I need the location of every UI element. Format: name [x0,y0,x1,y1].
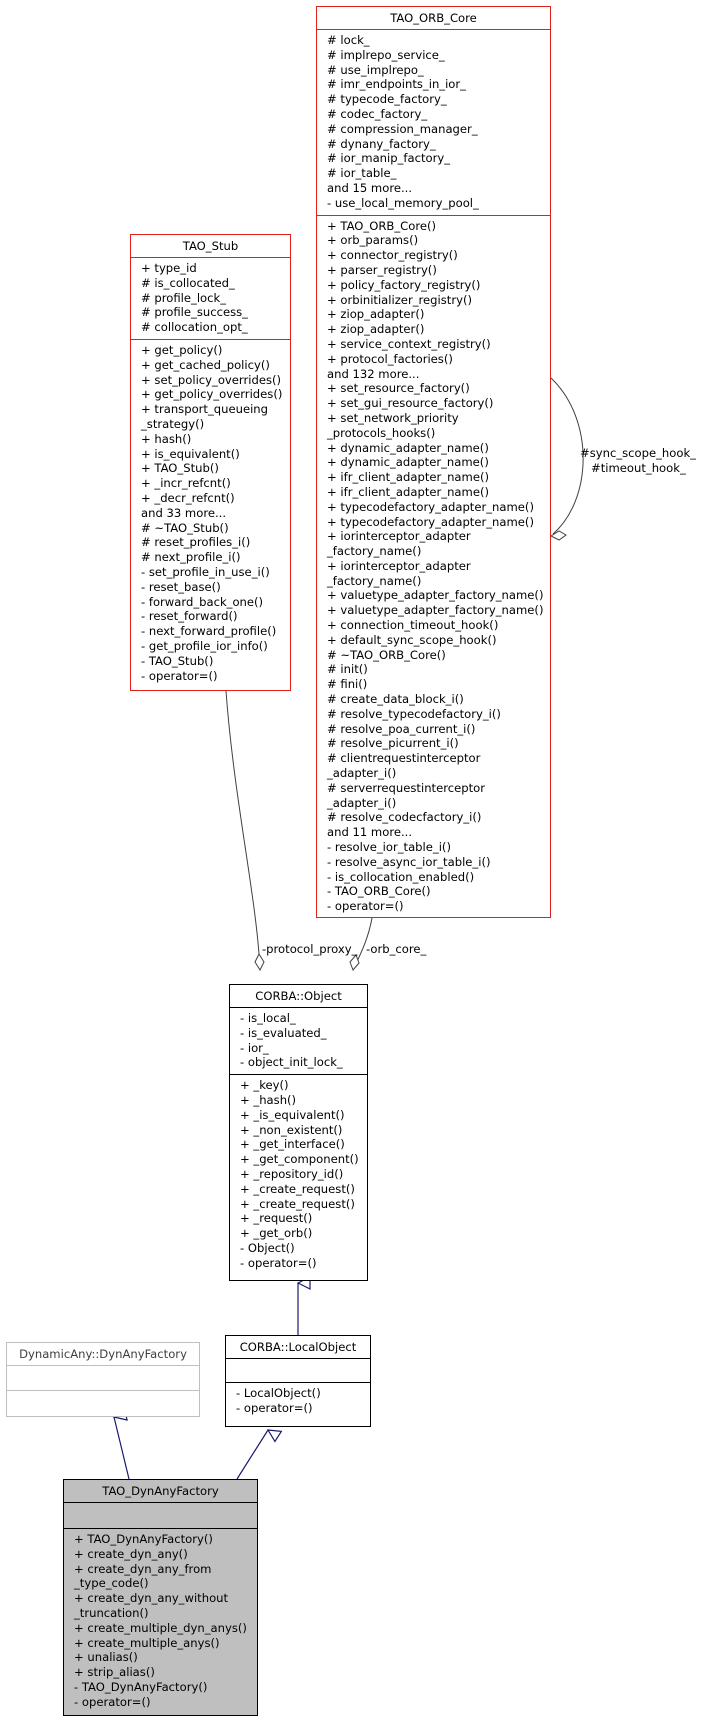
operation-row: + parser_registry() [327,262,437,277]
protocol-proxy-diamond [255,954,264,970]
operation-row: + set_resource_factory() [327,381,470,396]
attributes-section [64,1502,257,1528]
class-name: CORBA::Object [255,989,342,1003]
operation-row: # next_profile_i() [141,550,241,565]
operations-section [317,215,550,918]
operation-row: # resolve_poa_current_i() [327,721,476,736]
operation-row: + typecodefactory_adapter_name() [327,499,534,514]
class-name: DynamicAny::DynAnyFactory [19,1347,187,1361]
operation-row: + create_multiple_dyn_anys() [74,1620,247,1635]
operation-row: + transport_queueing [141,402,269,417]
attribute-row: # profile_success_ [141,305,248,320]
attribute-row: - is_evaluated_ [240,1025,327,1040]
class-tao-orb-core[interactable] [316,6,551,918]
attribute-row: # codec_factory_ [327,106,428,121]
operation-row: + ziop_adapter() [327,322,425,337]
class-tao-stub[interactable] [130,234,291,691]
operations-section [131,339,290,687]
operation-row: _type_code() [74,1576,149,1591]
operation-row: # fini() [327,677,368,692]
operation-row: # resolve_codecfactory_i() [327,810,482,825]
operation-row: + _get_interface() [240,1137,345,1152]
operation-row: + is_equivalent() [141,446,240,461]
attributes-section [226,1358,370,1382]
operation-row: + valuetype_adapter_factory_name() [327,588,544,603]
operation-row: - operator=() [240,1255,317,1270]
orb-core-diamond [350,955,359,970]
operation-row: + create_dyn_any_from [74,1561,212,1576]
attribute-row: # lock_ [327,33,370,47]
operation-row: + unalias() [74,1650,138,1665]
operation-row: + _non_existent() [240,1122,343,1137]
operation-row: - reset_forward() [141,609,238,624]
operation-row: - resolve_ior_table_i() [327,840,451,855]
operation-row: and 11 more... [327,825,413,840]
operation-row: - operator=() [236,1400,313,1415]
operation-row: + valuetype_adapter_factory_name() [327,603,544,618]
operation-row: + dynamic_adapter_name() [327,440,489,455]
operation-row: + iorinterceptor_adapter [327,529,471,544]
operation-row: + orb_params() [327,233,419,248]
operation-row: - set_profile_in_use_i() [141,564,270,579]
operation-row: - TAO_DynAnyFactory() [74,1679,208,1694]
operation-row: # resolve_picurrent_i() [327,736,459,751]
operation-row: + strip_alias() [74,1665,155,1680]
operation-row: + set_policy_overrides() [141,372,282,387]
operation-row: + create_dyn_any_without [74,1591,229,1606]
operation-row: # clientrequestinterceptor [327,751,481,766]
class-tao-dynanyfactory[interactable] [63,1479,258,1716]
operation-row: + _decr_refcnt() [141,490,235,505]
operations-section [7,1390,199,1416]
operation-row: and 132 more... [327,366,420,381]
attribute-row: # ior_table_ [327,166,397,181]
operation-row: - LocalObject() [236,1386,321,1400]
operation-row: + get_policy_overrides() [141,387,283,402]
operation-row: + _key() [240,1078,289,1093]
operation-row: - TAO_ORB_Core() [327,884,431,899]
operation-row: - operator=() [327,899,404,914]
operation-row: - get_profile_ior_info() [141,638,268,653]
attribute-row: # imr_endpoints_in_ior_ [327,77,466,92]
operation-row: + create_multiple_anys() [74,1635,220,1650]
operation-row: - resolve_async_ior_table_i() [327,854,491,869]
operation-row: # ~TAO_ORB_Core() [327,647,446,662]
attribute-row: # implrepo_service_ [327,47,445,62]
class-name: TAO_ORB_Core [390,11,477,25]
operation-row: + _request() [240,1211,313,1226]
class-dynamicany-dynanyfactory[interactable] [6,1342,200,1417]
operation-row: + _incr_refcnt() [141,476,231,491]
self-hook-diamond [551,531,566,540]
operation-row: + set_network_priority [327,410,459,425]
operation-row: + TAO_Stub() [141,461,219,476]
attribute-row: # ior_manip_factory_ [327,151,451,166]
attribute-row: - is_local_ [240,1011,296,1025]
attribute-row: # compression_manager_ [327,121,478,136]
operation-row: + _create_request() [240,1196,355,1211]
protocol-proxy-label: -protocol_proxy_ [262,942,358,956]
operation-row: + hash() [141,431,192,446]
operation-row: _strategy() [141,416,205,431]
operation-row: + get_policy() [141,342,223,357]
operation-row: + _get_orb() [240,1226,313,1241]
class-corba-localobject[interactable] [225,1335,371,1427]
attribute-row: + type_id [141,261,197,275]
operation-row: _protocols_hooks() [327,425,436,440]
operation-row: + _get_component() [240,1152,359,1167]
class-name: TAO_Stub [182,239,239,253]
operation-row: + _repository_id() [240,1166,344,1181]
class-name: CORBA::LocalObject [239,1340,357,1354]
attribute-row: # dynany_factory_ [327,136,436,151]
operation-row: + _hash() [240,1092,297,1107]
operation-row: # reset_profiles_i() [141,535,251,550]
operation-row: + ziop_adapter() [327,307,425,322]
operation-row: # serverrequestinterceptor [327,780,485,795]
operation-row: _factory_name() [327,573,422,588]
operation-row: + get_cached_policy() [141,357,270,372]
attribute-row: - use_local_memory_pool_ [327,195,479,210]
dynanyfactory-inherits-localobject [237,1430,268,1479]
operation-row: + ifr_client_adapter_name() [327,470,490,485]
operation-row: + TAO_DynAnyFactory() [74,1532,213,1546]
self-hook-edge [551,378,583,534]
operation-row: _adapter_i() [327,795,397,810]
operation-row: _truncation() [74,1605,149,1620]
operation-row: + iorinterceptor_adapter [327,558,471,573]
operation-row: + connection_timeout_hook() [327,618,499,633]
operation-row: + ifr_client_adapter_name() [327,484,490,499]
operation-row: - operator=() [141,668,218,683]
operation-row: and 33 more... [141,505,227,520]
operation-row: - TAO_Stub() [141,653,214,668]
class-corba-object[interactable] [229,984,368,1281]
timeout-hook-label: #timeout_hook_ [591,461,686,475]
operation-row: + policy_factory_registry() [327,277,481,292]
operation-row: + _create_request() [240,1181,355,1196]
operation-row: # resolve_typecodefactory_i() [327,706,501,721]
operation-row: + dynamic_adapter_name() [327,455,489,470]
operation-row: + TAO_ORB_Core() [327,218,437,233]
operation-row: - is_collocation_enabled() [327,869,475,884]
operation-row: - reset_base() [141,579,221,594]
attribute-row: # use_implrepo_ [327,62,424,77]
operations-section [226,1382,370,1420]
operation-row: - next_forward_profile() [141,624,277,639]
attributes-section [131,257,290,339]
attributes-section [317,29,550,215]
operation-row: # init() [327,662,368,677]
operation-row: + typecodefactory_adapter_name() [327,514,534,529]
operation-row: - Object() [240,1240,295,1255]
operation-row: # create_data_block_i() [327,692,464,707]
attributes-section [230,1007,367,1074]
operation-row: + orbinitializer_registry() [327,292,472,307]
operation-row: + default_sync_scope_hook() [327,632,497,647]
class-name: TAO_DynAnyFactory [102,1484,219,1498]
operation-row: _adapter_i() [327,766,397,781]
orb-core-label: -orb_core_ [366,942,427,956]
attribute-row: # profile_lock_ [141,290,227,305]
attribute-row: - object_init_lock_ [240,1055,343,1070]
operation-row: + _is_equivalent() [240,1107,345,1122]
operations-section [64,1528,257,1714]
operation-row: # ~TAO_Stub() [141,520,229,535]
operation-row: + connector_registry() [327,248,458,263]
operation-row: - operator=() [74,1694,151,1709]
attribute-row: and 15 more... [327,180,413,195]
attributes-section [7,1365,199,1390]
operation-row: + service_context_registry() [327,336,491,351]
sync-scope-hook-label: #sync_scope_hook_ [580,446,696,460]
operations-section [230,1074,367,1274]
attribute-row: # typecode_factory_ [327,92,447,107]
operation-row: + set_gui_resource_factory() [327,396,494,411]
protocol-proxy-edge [226,691,260,970]
operation-row: - forward_back_one() [141,594,264,609]
attribute-row: # collocation_opt_ [141,320,248,335]
attribute-row: - ior_ [240,1040,269,1055]
operation-row: _factory_name() [327,544,422,559]
dynanyfactory-inherits-dynamicany [114,1417,129,1479]
operation-row: + create_dyn_any() [74,1546,188,1561]
attribute-row: # is_collocated_ [141,275,235,290]
operation-row: + protocol_factories() [327,351,453,366]
